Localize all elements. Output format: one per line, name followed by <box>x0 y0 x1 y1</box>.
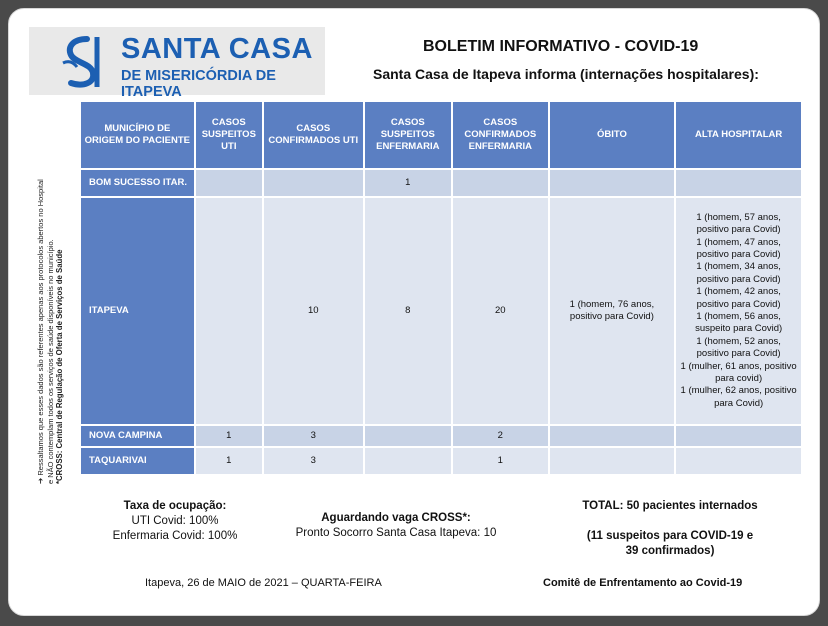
obito-cell: 1 (homem, 76 anos, positivo para Covid) <box>550 198 675 424</box>
side-note-line-1: ➔ Ressaltamos que esses dados são referentes apenas aos protocolos abertos no Hospital <box>35 179 45 484</box>
table-row <box>81 426 801 446</box>
municipio-cell: TAQUARIVAI <box>81 448 194 474</box>
conf-enf-cell: 2 <box>453 426 548 446</box>
total-detail-1: (11 suspeitos para COVID-19 e <box>586 530 754 542</box>
cross-title: Aguardando vaga CROSS*: <box>321 512 471 524</box>
conf-uti-cell: 3 <box>264 426 363 446</box>
susp-enf-cell <box>365 426 451 446</box>
municipio-cell: ITAPEVA <box>81 198 194 424</box>
cross-value: Pronto Socorro Santa Casa Itapeva: 10 <box>295 527 497 539</box>
susp-enf-cell: 1 <box>365 170 451 196</box>
logo-title: SANTA CASA <box>121 33 313 65</box>
table-row <box>81 448 801 474</box>
susp-enf-cell: 8 <box>365 198 451 424</box>
alta-cell <box>676 198 801 424</box>
table-header-row <box>81 102 801 168</box>
header-confirmados-uti: CASOS CONFIRMADOS UTI <box>264 102 363 168</box>
header-municipio: MUNICÍPIO DE ORIGEM DO PACIENTE <box>81 102 194 168</box>
total-label: TOTAL: 50 pacientes internados <box>582 500 758 512</box>
cross-block <box>271 511 521 541</box>
municipio-cell: NOVA CAMPINA <box>81 426 194 446</box>
conf-uti-cell: 3 <box>264 448 363 474</box>
table-row <box>81 198 801 424</box>
susp-uti-cell <box>196 170 262 196</box>
conf-uti-cell <box>264 170 363 196</box>
occupancy-block <box>75 499 275 544</box>
total-detail-2: 39 confirmados) <box>625 545 715 557</box>
hospitalization-table <box>79 100 803 476</box>
header-obito: ÓBITO <box>550 102 675 168</box>
obito-cell <box>550 448 675 474</box>
conf-uti-cell: 10 <box>264 198 363 424</box>
alta-entry: 1 (homem, 56 anos, suspeito para Covid) <box>695 311 783 335</box>
alta-cell <box>676 426 801 446</box>
header-confirmados-enfermaria: CASOS CONFIRMADOS ENFERMARIA <box>453 102 548 168</box>
santa-casa-logo <box>29 27 325 100</box>
obito-cell <box>550 170 675 196</box>
susp-enf-cell <box>365 448 451 474</box>
side-note-line-2: e NÃO contemplam todos os serviços de saúde disponíveis no município. <box>45 239 55 484</box>
municipio-cell: BOM SUCESSO ITAR. <box>81 170 194 196</box>
alta-entry: 1 (homem, 57 anos, positivo para Covid) <box>696 211 781 236</box>
header-suspeitos-enfermaria: CASOS SUSPEITOS ENFERMARIA <box>365 102 451 168</box>
alta-cell <box>676 170 801 196</box>
total-block <box>545 499 795 559</box>
alta-entry: 1 (mulher, 62 anos, positivo para Covid) <box>680 385 797 409</box>
logo-subtitle: DE MISERICÓRDIA DE ITAPEVA <box>121 68 276 100</box>
alta-entry: 1 (mulher, 61 anos, positivo para covid) <box>680 360 797 385</box>
susp-uti-cell: 1 <box>196 448 262 474</box>
page-subtitle: Santa Casa de Itapeva informa (internações hospitalares): <box>373 66 759 82</box>
footer-date: Itapeva, 26 de MAIO de 2021 – QUARTA-FEIRA <box>145 577 382 589</box>
occupancy-title: Taxa de ocupação: <box>123 500 227 512</box>
occupancy-enfermaria: Enfermaria Covid: 100% <box>112 530 238 542</box>
side-note-cross: *CROSS: Central de Regulação de Oferta de Serviços de Saúde <box>54 249 64 484</box>
side-note <box>25 139 75 489</box>
alta-cell <box>676 448 801 474</box>
susp-uti-cell: 1 <box>196 426 262 446</box>
footer-committee: Comitê de Enfrentamento ao Covid-19 <box>543 577 743 589</box>
conf-enf-cell <box>453 170 548 196</box>
conf-enf-cell: 20 <box>453 198 548 424</box>
page-title: BOLETIM INFORMATIVO - COVID-19 <box>423 38 699 55</box>
conf-enf-cell: 1 <box>453 448 548 474</box>
bulletin-card <box>8 8 820 616</box>
obito-cell <box>550 426 675 446</box>
alta-entry: 1 (homem, 34 anos, positivo para Covid) <box>696 261 781 285</box>
alta-entry: 1 (homem, 42 anos, positivo para Covid) <box>696 286 781 310</box>
header-suspeitos-uti: CASOS SUSPEITOS UTI <box>196 102 262 168</box>
occupancy-uti: UTI Covid: 100% <box>131 515 219 527</box>
alta-entry: 1 (homem, 52 anos, positivo para Covid) <box>696 335 781 360</box>
table-row <box>81 170 801 196</box>
header-alta: ALTA HOSPITALAR <box>676 102 801 168</box>
alta-entry: 1 (homem, 47 anos, positivo para Covid) <box>696 236 781 260</box>
santa-casa-emblem-icon <box>57 33 113 91</box>
susp-uti-cell <box>196 198 262 424</box>
